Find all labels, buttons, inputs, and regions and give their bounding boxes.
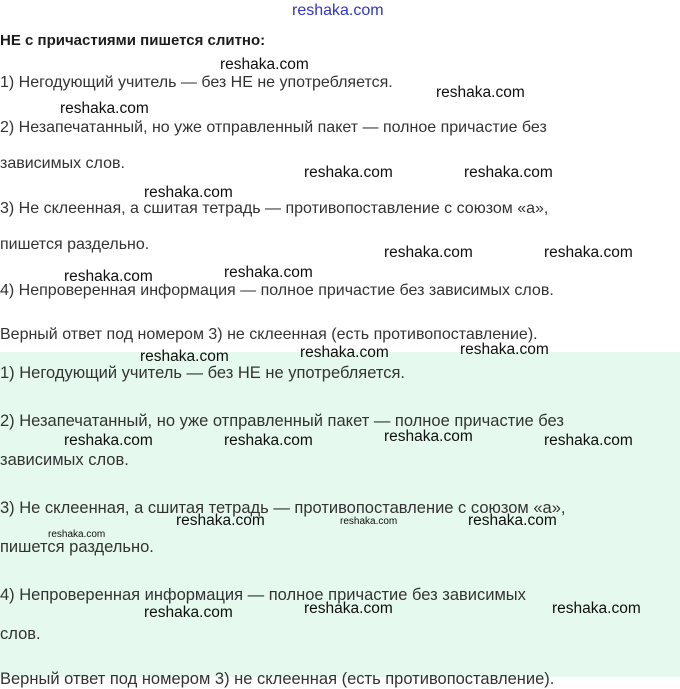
watermark: reshaka.com: [384, 244, 473, 261]
watermark: reshaka.com: [460, 341, 549, 358]
highlighted-correct-answer-line: Верный ответ под номером 3) не склеенная (есть противопоставление).: [0, 670, 555, 688]
highlighted-line-2: 2) Незапечатанный, но уже отправленный пакет — полное причастие без: [0, 412, 564, 430]
highlighted-line-2-cont: зависимых слов.: [0, 451, 129, 469]
watermark: reshaka.com: [304, 164, 393, 181]
watermark: reshaka.com: [300, 344, 389, 361]
highlighted-line-1: 1) Негодующий учитель — без НЕ не употребляется.: [0, 364, 405, 382]
answer-line-3-cont: пишется раздельно.: [0, 236, 150, 253]
highlighted-line-3: 3) Не склеенная, а сшитая тетрадь — противопоставление с союзом «а»,: [0, 499, 566, 517]
watermark: reshaka.com: [304, 600, 393, 617]
correct-answer-line: Верный ответ под номером 3) не склеенная (есть противопоставление).: [0, 326, 538, 343]
answer-line-2: 2) Незапечатанный, но уже отправленный пакет — полное причастие без: [0, 119, 547, 136]
watermark: reshaka.com: [176, 512, 265, 529]
watermark: reshaka.com: [544, 244, 633, 261]
watermark: reshaka.com: [60, 100, 149, 117]
highlighted-line-4: 4) Непроверенная информация — полное причастие без зависимых: [0, 586, 526, 604]
watermark: reshaka.com: [384, 428, 473, 445]
answer-line-4: 4) Непроверенная информация — полное причастие без зависимых слов.: [0, 282, 554, 299]
watermark: reshaka.com: [464, 164, 553, 181]
highlighted-line-3-cont: пишется раздельно.: [0, 538, 154, 556]
answer-line-3: 3) Не склеенная, а сшитая тетрадь — противопоставление с союзом «а»,: [0, 200, 549, 217]
watermark: reshaka.com: [140, 348, 229, 365]
watermark: reshaka.com: [552, 600, 641, 617]
rule-heading: НЕ с причастиями пишется слитно:: [0, 32, 266, 49]
watermark: reshaka.com: [224, 432, 313, 449]
watermark: reshaka.com: [468, 512, 557, 529]
watermark: reshaka.com: [64, 268, 153, 285]
answer-line-2-cont: зависимых слов.: [0, 155, 125, 172]
watermark: reshaka.com: [224, 264, 313, 281]
watermark: reshaka.com: [340, 516, 398, 527]
watermark: reshaka.com: [64, 432, 153, 449]
watermark: reshaka.com: [220, 56, 309, 73]
site-link[interactable]: reshaka.com: [292, 2, 384, 19]
watermark: reshaka.com: [48, 529, 106, 540]
watermark: reshaka.com: [144, 604, 233, 621]
highlighted-line-4-cont: слов.: [0, 625, 41, 643]
answer-line-1: 1) Негодующий учитель — без НЕ не употребляется.: [0, 74, 393, 91]
watermark: reshaka.com: [436, 84, 525, 101]
watermark: reshaka.com: [544, 432, 633, 449]
watermark: reshaka.com: [144, 184, 233, 201]
